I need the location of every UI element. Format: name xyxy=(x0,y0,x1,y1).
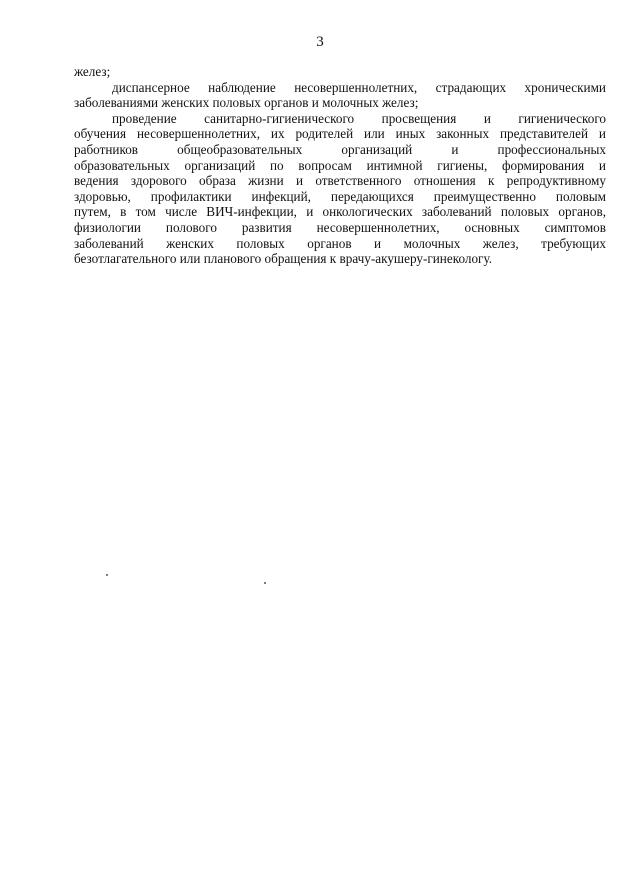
scan-speck xyxy=(106,574,108,576)
text-line: ведения здорового образа жизни и ответственного отношения к репродуктивному xyxy=(74,173,606,189)
text-line: безотлагательного или планового обращения к врачу-акушеру-гинекологу. xyxy=(74,251,493,267)
text-line: обучения несовершеннолетних, их родителей или иных законных представителей и xyxy=(74,126,606,142)
scan-speck xyxy=(264,582,266,584)
body-text xyxy=(74,64,606,267)
text-line: физиологии полового развития несовершеннолетних, основных симптомов xyxy=(74,219,606,235)
text-line: заболеваний женских половых органов и молочных желез, требующих xyxy=(74,235,606,251)
page-number: 3 xyxy=(316,34,324,50)
text-line: проведение санитарно-гигиенического просвещения и гигиенического xyxy=(112,110,606,126)
text-line: диспансерное наблюдение несовершеннолетних, страдающих хроническими xyxy=(112,79,606,95)
text-line: работников общеобразовательных организаций и профессиональных xyxy=(74,141,606,157)
text-line: заболеваниями женских половых органов и молочных желез; xyxy=(74,95,419,111)
text-line: образовательных организаций по вопросам интимной гигиены, формирования и xyxy=(74,157,606,173)
text-line: желез; xyxy=(74,64,111,79)
text-line: путем, в том числе ВИЧ-инфекции, и онкологических заболеваний половых органов, xyxy=(74,204,606,220)
text-line: здоровью, профилактики инфекций, передающихся преимущественно половым xyxy=(74,188,606,204)
